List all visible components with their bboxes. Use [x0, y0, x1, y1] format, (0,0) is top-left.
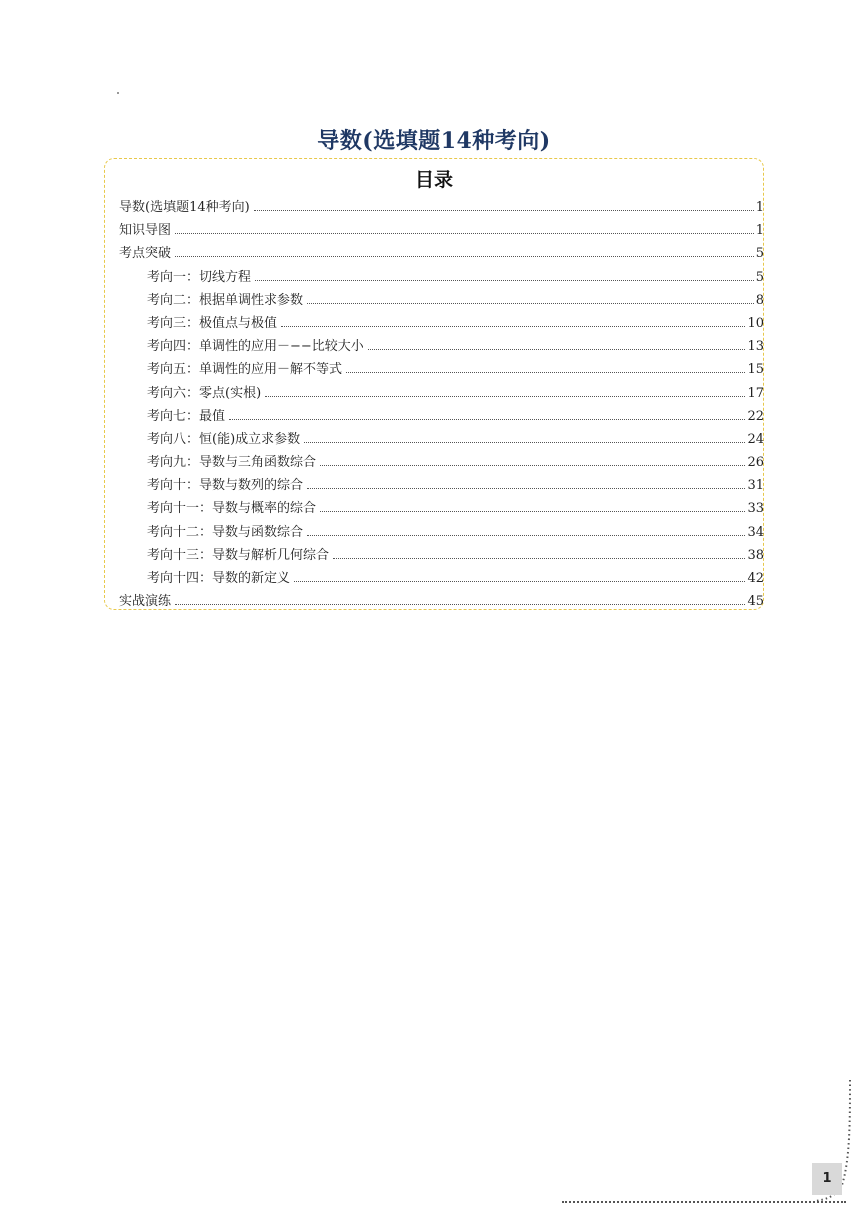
- toc-entry-label: 考向八：恒(能)成立求参数: [147, 431, 301, 447]
- toc-entry[interactable]: [119, 567, 764, 590]
- toc-dot-leader: [229, 419, 745, 420]
- toc-dot-leader: [294, 581, 745, 582]
- toc-entry-label: 实战演练: [119, 594, 172, 610]
- toc-entry-label: 考向四：单调性的应用－−−比较大小: [147, 339, 364, 355]
- toc-entry-page: 17: [747, 385, 764, 401]
- toc-entry-label: 考向一：切线方程: [147, 269, 252, 285]
- toc-dot-leader: [175, 256, 754, 257]
- toc-dot-leader: [320, 465, 745, 466]
- toc-entry-page: 26: [747, 455, 764, 471]
- toc-dot-leader: [175, 604, 745, 605]
- toc-entry[interactable]: [119, 382, 764, 405]
- toc-entry-page: 10: [747, 315, 764, 331]
- toc-entry[interactable]: [119, 335, 764, 358]
- toc-entry[interactable]: [119, 312, 764, 335]
- toc-entry[interactable]: [119, 428, 764, 451]
- toc-entry-label: 考向九：导数与三角函数综合: [147, 455, 317, 471]
- toc-heading: 目录: [414, 169, 453, 191]
- toc-entry-label: 考向三：极值点与极值: [147, 315, 278, 331]
- toc-entry-page: 38: [747, 547, 764, 563]
- toc-dot-leader: [255, 280, 754, 281]
- toc-entry[interactable]: [119, 358, 764, 381]
- toc-dot-leader: [307, 488, 745, 489]
- toc-entry-label: 考向六：零点(实根): [147, 385, 262, 401]
- toc-entry-page: 33: [747, 501, 764, 517]
- toc-entry-label: 考向七：最值: [147, 408, 226, 424]
- toc-entry[interactable]: [119, 521, 764, 544]
- toc-entry-page: 31: [747, 478, 764, 494]
- toc-entry[interactable]: [119, 474, 764, 497]
- toc-entry[interactable]: [119, 242, 764, 265]
- toc-entry-page: 1: [755, 200, 764, 215]
- scan-mark: [117, 92, 119, 94]
- toc-dot-leader: [307, 535, 745, 536]
- toc-entry-page: 42: [747, 571, 764, 586]
- footer-dotted-line: [562, 1201, 846, 1203]
- toc-entry-page: 24: [747, 431, 764, 447]
- toc-entry-label: 考向十四：导数的新定义: [147, 571, 291, 586]
- toc-entry-label: 考点突破: [119, 246, 172, 262]
- toc-dot-leader: [265, 396, 745, 397]
- toc-entry-page: 13: [747, 339, 764, 355]
- toc-entry[interactable]: [119, 497, 764, 520]
- toc-entry-page: 1: [755, 223, 764, 239]
- toc-dot-leader: [346, 372, 745, 373]
- toc-entry[interactable]: [119, 405, 764, 428]
- toc-entry[interactable]: [119, 266, 764, 289]
- toc-entry-page: 5: [755, 269, 764, 285]
- toc-dot-leader: [368, 349, 746, 350]
- toc-dot-leader: [254, 210, 754, 211]
- toc-entry[interactable]: [119, 219, 764, 242]
- toc-entry-label: 考向十二：导数与函数综合: [147, 524, 304, 540]
- toc-entry[interactable]: [119, 451, 764, 474]
- toc-entry[interactable]: [119, 590, 764, 613]
- toc-dot-leader: [307, 303, 754, 304]
- toc-dot-leader: [304, 442, 745, 443]
- toc-entry[interactable]: [119, 196, 764, 219]
- toc-box: [104, 158, 764, 610]
- page-title: 导数(选填题14种考向): [317, 128, 551, 154]
- toc-entry-label: 考向五：单调性的应用－解不等式: [147, 362, 343, 378]
- toc-entry-page: 22: [747, 408, 764, 424]
- toc-entry-label: 考向十三：导数与解析几何综合: [147, 547, 330, 563]
- toc-dot-leader: [320, 511, 745, 512]
- toc-entry-label: 考向十一：导数与概率的综合: [147, 501, 317, 517]
- toc-dot-leader: [175, 233, 754, 234]
- toc-dot-leader: [281, 326, 745, 327]
- toc-dot-leader: [333, 558, 745, 559]
- toc-entry-page: 45: [747, 594, 764, 610]
- toc-entry[interactable]: [119, 544, 764, 567]
- page-number: 1: [812, 1163, 842, 1195]
- toc-entry-label: 考向十：导数与数列的综合: [147, 478, 304, 494]
- toc-entry-label: 考向二：根据单调性求参数: [147, 292, 304, 308]
- toc-entry-page: 5: [755, 246, 764, 262]
- toc-list: [119, 196, 764, 613]
- toc-entry-page: 8: [755, 292, 764, 308]
- toc-entry-label: 导数(选填题14种考向): [119, 200, 250, 215]
- toc-entry-page: 34: [747, 524, 764, 540]
- toc-entry-label: 知识导图: [119, 223, 172, 239]
- toc-entry[interactable]: [119, 289, 764, 312]
- toc-entry-page: 15: [747, 362, 764, 378]
